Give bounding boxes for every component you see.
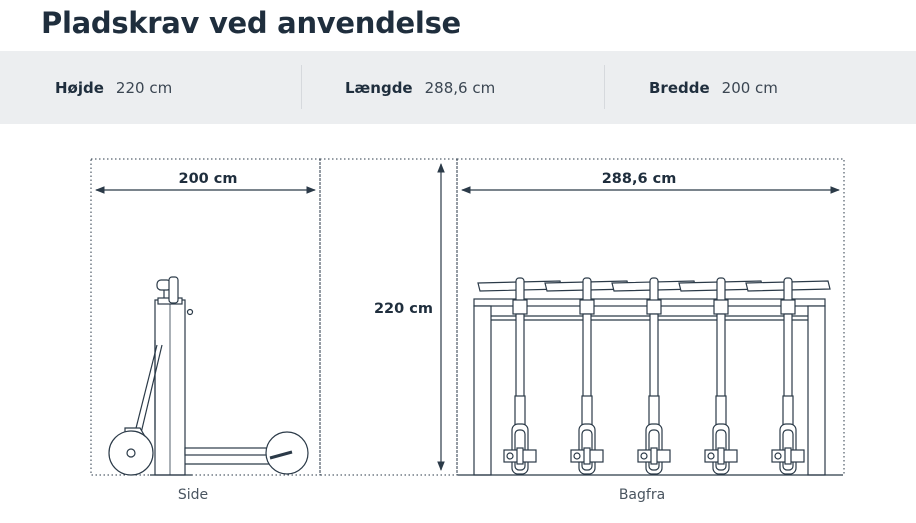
lock-icon — [507, 453, 513, 459]
foot — [651, 448, 657, 464]
stem-lower — [783, 396, 793, 426]
stem-lower — [716, 396, 726, 426]
height-label: 220 cm — [373, 301, 433, 317]
spec-height-label: Højde — [55, 78, 104, 97]
lock-icon — [775, 453, 781, 459]
stem-lower — [582, 396, 592, 426]
side-scooter-drawing — [109, 277, 308, 475]
lock-icon — [574, 453, 580, 459]
page-title: Pladskrav ved anvendelse — [41, 6, 461, 40]
stem-clamp — [513, 300, 527, 314]
stem-top — [650, 278, 658, 302]
stem-top — [516, 278, 524, 302]
spec-height-value: 220 cm — [115, 78, 173, 97]
stem-lower — [515, 396, 525, 426]
rear-caption: Bagfra — [618, 487, 666, 503]
foot — [785, 448, 791, 464]
stem-clamp — [647, 300, 661, 314]
height-zone-box — [320, 159, 457, 475]
lock-icon — [641, 453, 647, 459]
rear-scooter — [545, 278, 629, 474]
stem-clamp — [781, 300, 795, 314]
stem-clamp — [714, 300, 728, 314]
lock-icon — [708, 453, 714, 459]
foot — [718, 448, 724, 464]
stem-top — [583, 278, 591, 302]
side-caption: Side — [177, 487, 209, 503]
rear-scooter — [679, 278, 763, 474]
stem-lower — [649, 396, 659, 426]
spec-length-value: 288,6 cm — [424, 78, 496, 97]
rear-length-label: 288,6 cm — [601, 171, 677, 187]
foot — [584, 448, 590, 464]
spec-length-label: Længde — [345, 78, 413, 97]
spec-width-value: 200 cm — [721, 78, 778, 97]
foot — [517, 448, 523, 464]
stem-top — [784, 278, 792, 302]
stem-clamp — [580, 300, 594, 314]
stem-top — [717, 278, 725, 302]
rear-scooter-row — [478, 278, 830, 474]
rear-scooter — [612, 278, 696, 474]
spec-width-label: Bredde — [649, 78, 710, 97]
side-width-label: 200 cm — [178, 171, 238, 187]
